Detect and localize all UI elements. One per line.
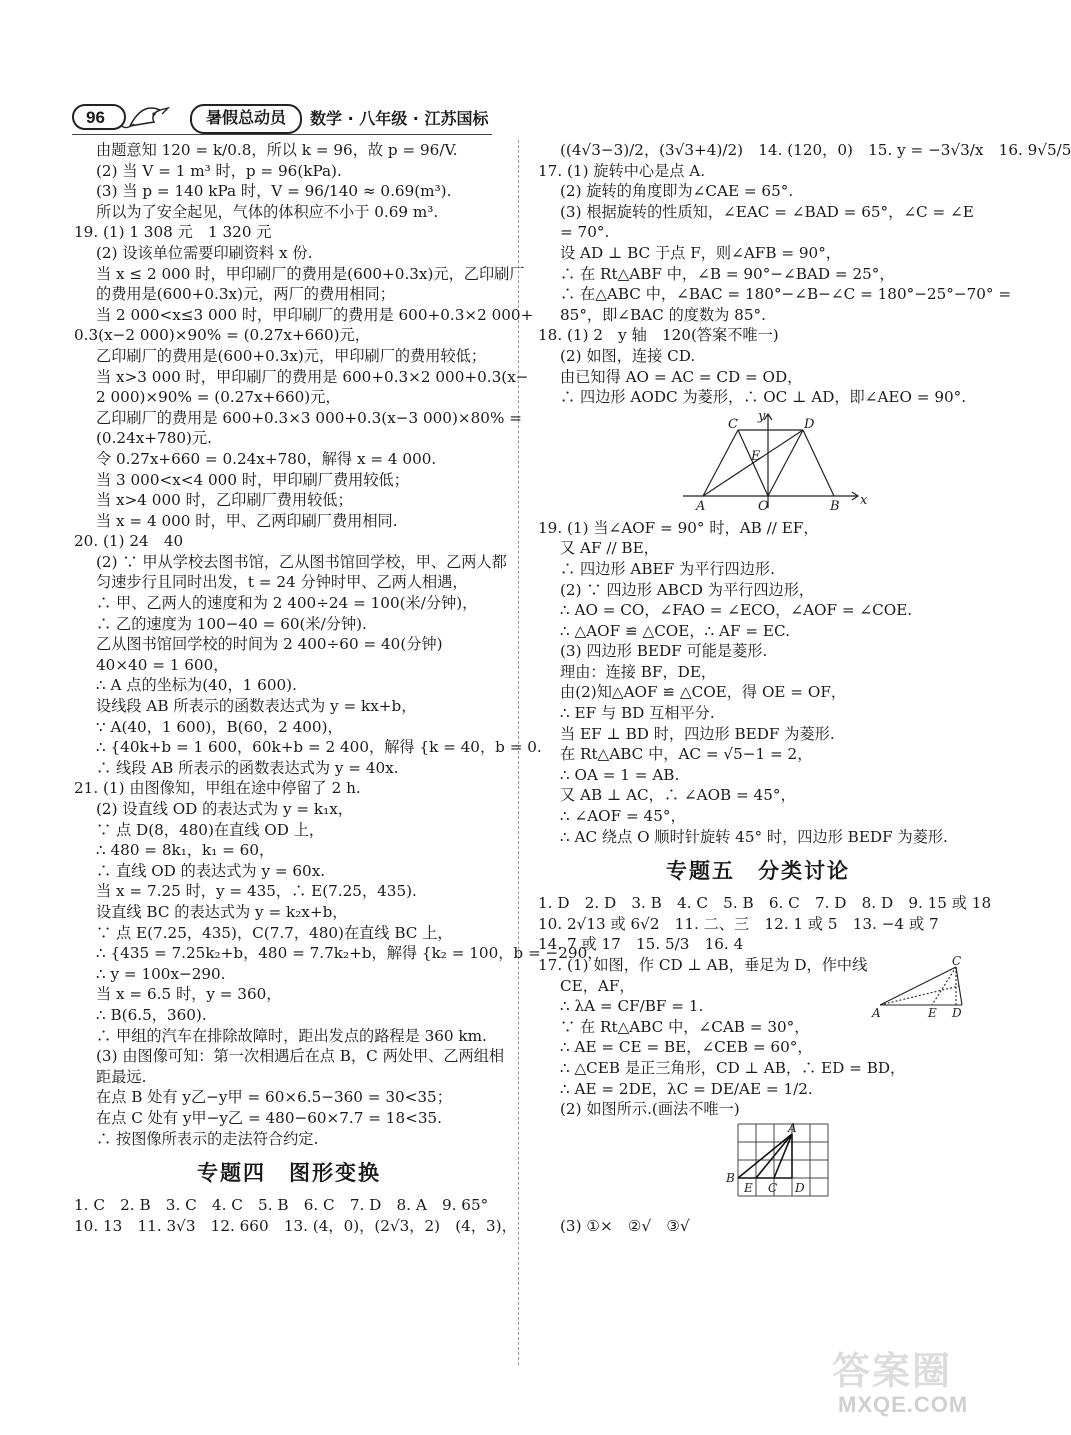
answer-line: 当 x = 7.25 时，y = 435，∴ E(7.25，435). — [96, 882, 417, 901]
answer-line: (2) 设该单位需要印刷资料 x 份. — [96, 243, 313, 262]
answer-line: 当 x ≤ 2 000 时，甲印刷厂的费用是(600+0.3x)元，乙印刷厂 — [96, 264, 525, 283]
answer-line: 40×40 = 1 600， — [96, 655, 229, 674]
answer-line: CE，AF， — [560, 976, 635, 995]
book-title: 暑假总动员 — [190, 104, 302, 134]
right-answer-lines — [538, 140, 1071, 408]
answer-line: ∵ 点 E(7.25，435)，C(7.7，480)在直线 BC 上， — [96, 923, 453, 942]
answer-line: ∴ 四边形 AODC 为菱形，∴ OC ⊥ AD，即∠AEO = 90°. — [560, 388, 967, 407]
answer-line: ∴ AE = CE = BE，∠CEB = 60°， — [560, 1038, 813, 1057]
fig18-label-b: B — [830, 498, 840, 514]
answer-line: (3) 四边形 BEDF 可能是菱形. — [560, 642, 768, 661]
answer-line: (2) 旋转的角度即为∠CAE = 65°. — [560, 182, 794, 201]
answer-line: 当 x = 6.5 时，y = 360， — [96, 985, 282, 1004]
answer-line: 所以为了安全起见，气体的体积应不小于 0.69 m³. — [96, 202, 439, 221]
answer-line: 在 Rt△ABC 中，AC = √5−1 = 2， — [560, 745, 813, 764]
fig17a-label-e: E — [928, 1006, 937, 1020]
answer-line: ∴ AC 绕点 O 顺时针旋转 45° 时，四边形 BEDF 为菱形. — [560, 827, 948, 846]
figure-rhombus-aodc — [538, 408, 978, 518]
answer-line: ∴ y = 100x−290. — [96, 964, 226, 983]
answer-line: 当 3 000<x<4 000 时，甲印刷厂费用较低； — [96, 470, 409, 489]
answer-line: ∴ △AOF ≌ △COE，∴ AF = EC. — [560, 621, 790, 640]
right-answer-lines-2 — [538, 518, 978, 848]
answer-line: ∴ 480 = 8k₁，k₁ = 60， — [96, 841, 275, 860]
book-subtitle: 数学 · 八年级 · 江苏国标 — [310, 109, 489, 128]
answer-line: = 70°. — [560, 223, 610, 242]
answer-line: (2) 设直线 OD 的表达式为 y = k₁x， — [96, 800, 353, 818]
section-five-answers-row-2: 10. 2√13 或 6√2 11. 二、三 12. 1 或 5 13. −4 或 7 — [538, 914, 939, 933]
answer-line: 85°，即∠BAC 的度数为 85°. — [560, 305, 766, 324]
answer-line: (2) ∵ 甲从学校去图书馆，乙从图书馆回学校，甲、乙两人都 — [96, 552, 507, 571]
answer-line: 距最远. — [96, 1067, 147, 1086]
watermark-logo — [832, 1340, 992, 1430]
answer-line: ∴ 在 Rt△ABF 中，∠B = 90°−∠BAD = 25°， — [560, 264, 895, 283]
problem-17-block — [538, 955, 978, 1120]
answer-line: 又 AF // BE， — [560, 539, 659, 558]
answer-line: 17. (1) 旋转中心是点 A. — [538, 161, 706, 180]
answer-line: 设 AD ⊥ BC 于点 F，则∠AFB = 90°， — [560, 243, 841, 262]
answer-line: ∴ 甲、乙两人的速度和为 2 400÷24 = 100(米/分钟)， — [96, 594, 478, 613]
answer-line: 19. (1) 当∠AOF = 90° 时，AB // EF， — [538, 518, 819, 537]
answer-line: 当 2 000<x≤3 000 时，甲印刷厂的费用是 600+0.3×2 000+ — [96, 305, 534, 324]
answer-line: 2 000)×90% = (0.27x+660)元， — [96, 388, 341, 407]
answer-line: (3) 根据旋转的性质知，∠EAC = ∠BAD = 65°，∠C = ∠E — [560, 202, 974, 221]
header-rule — [72, 134, 492, 135]
answer-line: ∴ 在△ABC 中，∠BAC = 180°−∠B−∠C = 180°−25°−70° = — [560, 285, 1012, 304]
fig17b-label-e: E — [744, 1180, 753, 1195]
answer-line: 0.3(x−2 000)×90% = (0.27x+660)元， — [74, 326, 370, 345]
answer-line: (3) 由图像可知：第一次相遇后在点 B，C 两处甲、乙两组相 — [96, 1047, 505, 1066]
fig17b-label-a: A — [788, 1120, 797, 1135]
answer-line: 当 x>3 000 时，甲印刷厂的费用是 600+0.3×2 000+0.3(x− — [96, 367, 529, 386]
section-four-answers-row-1: 1. C 2. B 3. C 4. C 5. B 6. C 7. D 8. A 9. 65° — [74, 1196, 489, 1215]
answer-line: ∴ A 点的坐标为(40，1 600). — [96, 676, 297, 695]
page-header — [72, 104, 492, 130]
answer-line: 17. (1) 如图，作 CD ⊥ AB，垂足为 D，作中线 — [538, 956, 868, 974]
answer-line: 20. (1) 24 40 — [74, 532, 184, 551]
fig17b-label-b: B — [726, 1170, 735, 1185]
fig18-label-a: A — [696, 498, 706, 514]
answer-line: ∴ 线段 AB 所表示的函数表达式为 y = 40x. — [96, 758, 399, 777]
watermark-text: 答案圈 — [832, 1349, 953, 1393]
answer-line: 设直线 BC 的表达式为 y = k₂x+b， — [96, 902, 348, 921]
answer-line: ∴ OA = 1 = AB. — [560, 765, 680, 784]
answer-line: ∴ 直线 OD 的表达式为 y = 60x. — [96, 861, 326, 880]
answer-line: 匀速步行且同时出发，t = 24 分钟时甲、乙两人相遇， — [96, 573, 468, 592]
answer-line: ∵ 点 D(8，480)在直线 OD 上， — [96, 820, 325, 839]
figure-grid-triangle — [538, 1120, 978, 1216]
answer-line: ∴ AO = CO，∠FAO = ∠ECO，∠AOF = ∠COE. — [560, 601, 913, 620]
answer-line: 由题意知 120 = k/0.8，所以 k = 96，故 p = 96/V. — [96, 141, 458, 159]
answer-line: (2) 如图，连接 CD. — [560, 346, 696, 365]
section-five-answers-row-1: 1. D 2. D 3. B 4. C 5. B 6. C 7. D 8. D 9. 15 或 18 — [538, 894, 992, 913]
answer-line: (0.24x+780)元. — [96, 429, 212, 448]
fig17a-label-d: D — [952, 1006, 962, 1020]
answer-line: 理由：连接 BF，DE， — [560, 662, 717, 681]
fig17b-label-c: C — [768, 1180, 778, 1195]
answer-line: 由已知得 AO = AC = CD = OD， — [560, 367, 803, 386]
page-number: 96 — [72, 104, 126, 130]
fig18-label-d: D — [804, 416, 815, 432]
figure-right-triangle — [870, 955, 970, 1019]
answer-line: 设线段 AB 所表示的函数表达式为 y = kx+b， — [96, 697, 417, 716]
section-four-answers-row-2: 10. 13 11. 3√3 12. 660 13. (4，0)，(2√3，2) (4，3)， — [74, 1216, 517, 1235]
answer-line: (2) 当 V = 1 m³ 时，p = 96(kPa). — [96, 161, 342, 180]
fig18-label-x: x — [860, 492, 868, 508]
section-four-title: 专题四 图形变换 — [197, 1161, 381, 1186]
section-five-title: 专题五 分类讨论 — [666, 859, 850, 884]
answer-line: ∴ 按图像所表示的走法符合约定. — [96, 1129, 319, 1148]
answer-line: 由(2)知△AOF ≌ △COE，得 OE = OF， — [560, 683, 847, 702]
answer-line: ∴ 甲组的汽车在排除故障时，距出发点的路程是 360 km. — [96, 1026, 487, 1045]
answer-line: ∴ △CEB 是正三角形，CD ⊥ AB，∴ ED = BD， — [560, 1058, 906, 1077]
answer-line: ∴ B(6.5，360). — [96, 1005, 207, 1024]
answer-line: ∴ 乙的速度为 100−40 = 60(米/分钟). — [96, 614, 367, 633]
answer-line: ∵ A(40，1 600)，B(60，2 400)， — [96, 717, 343, 736]
answer-line: ∴ 四边形 ABEF 为平行四边形. — [560, 559, 775, 578]
answer-line: ∴ ∠AOF = 45°， — [560, 807, 686, 826]
fig17b-label-d: D — [795, 1180, 805, 1195]
answer-line: ∴ {435 = 7.25k₂+b，480 = 7.7k₂+b，解得 {k₂ = 100，b = −290， — [96, 944, 603, 963]
answer-line: 乙印刷厂的费用是(600+0.3x)元，甲印刷厂的费用较低； — [96, 346, 487, 365]
right-column — [538, 140, 1071, 1236]
fig18-label-o: O — [758, 498, 769, 514]
answer-line: 乙印刷厂的费用是 600+0.3×3 000+0.3(x−3 000)×80% = — [96, 408, 522, 427]
fig17a-label-c: C — [952, 954, 962, 968]
section-five-last-line: (3) ①× ②√ ③√ — [560, 1216, 690, 1235]
fig18-label-c: C — [728, 416, 738, 432]
answer-line: 当 x>4 000 时，乙印刷厂费用较低； — [96, 491, 353, 510]
answer-line: 令 0.27x+660 = 0.24x+780，解得 x = 4 000. — [96, 449, 437, 468]
answer-line: ∴ λA = CF/BF = 1. — [560, 997, 704, 1016]
answer-line: 乙从图书馆回学校的时间为 2 400÷60 = 40(分钟) — [96, 635, 443, 654]
answer-line: 在点 B 处有 y乙−y甲 = 60×6.5−360 = 30<35； — [96, 1088, 452, 1107]
bird-mascot-icon — [120, 96, 190, 136]
answer-line: (3) 当 p = 140 kPa 时，V = 96/140 ≈ 0.69(m³). — [96, 182, 452, 201]
watermark-url: MXQE.COM — [838, 1392, 969, 1417]
answer-line: 又 AB ⊥ AC，∴ ∠AOB = 45°， — [560, 786, 796, 805]
answer-line: 的费用是(600+0.3x)元，两厂的费用相同； — [96, 285, 395, 304]
answer-line: 当 EF ⊥ BD 时，四边形 BEDF 为菱形. — [560, 724, 835, 743]
fig17a-label-a: A — [872, 1006, 881, 1020]
answer-line: ∵ 在 Rt△ABC 中，∠CAB = 30°， — [560, 1017, 810, 1036]
answer-line: 21. (1) 由图像知，甲组在途中停留了 2 h. — [74, 779, 361, 798]
answer-line: (2) ∵ 四边形 ABCD 为平行四边形， — [560, 580, 815, 599]
answer-line: ∴ AE = 2DE，λC = DE/AE = 1/2. — [560, 1079, 813, 1098]
answer-line: 18. (1) 2 y 轴 120(答案不唯一) — [538, 326, 779, 345]
answer-line: (2) 如图所示.(画法不唯一) — [560, 1100, 740, 1119]
section-five-answers-row-3: 14. 7 或 17 15. 5/3 16. 4 — [538, 935, 744, 954]
answer-line: 19. (1) 1 308 元 1 320 元 — [74, 223, 272, 242]
answer-line: ∴ {40k+b = 1 600，60k+b = 2 400，解得 {k = 40，b = 0. — [96, 738, 542, 757]
answer-line: 在点 C 处有 y甲−y乙 = 480−60×7.7 = 18<35. — [96, 1108, 442, 1127]
answer-line: ∴ EF 与 BD 互相平分. — [560, 704, 715, 723]
answer-line: ((4√3−3)/2，(3√3+4)/2) 14. (120，0) 15. y = −3√3/x 16. 9√5/5 — [560, 141, 1071, 159]
fig18-label-e: E — [751, 448, 761, 464]
fig18-label-y: y — [758, 408, 766, 424]
answer-line: 当 x = 4 000 时，甲、乙两印刷厂费用相同. — [96, 511, 398, 530]
